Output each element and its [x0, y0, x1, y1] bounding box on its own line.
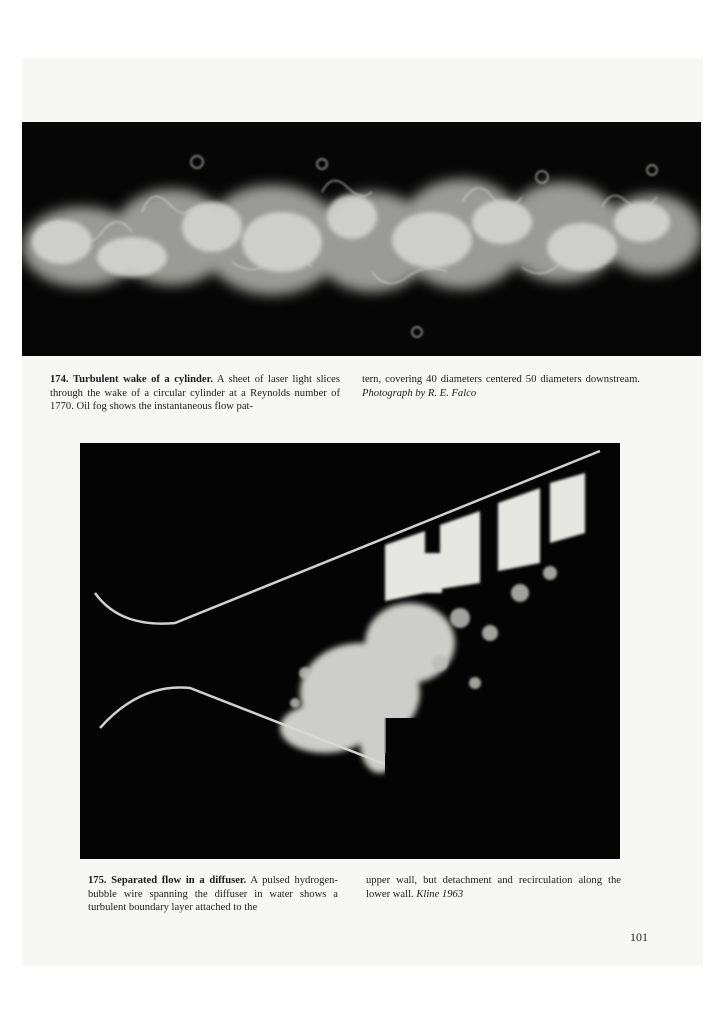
- diffuser-flow-photo: [80, 443, 620, 859]
- figure-175-caption-right: [366, 874, 621, 901]
- figure-175-credit: Kline 1963: [416, 888, 464, 900]
- turbulent-wake-photo: [22, 122, 701, 356]
- figure-175-caption-left: [88, 874, 338, 915]
- figure-175-number: 175.: [88, 875, 107, 886]
- figure-175-caption-text: A pulsed hydrogen-bubble wire spanning the diffuser in water shows a turbulent boundary layer attached to the: [88, 875, 338, 914]
- figure-174-caption-right: [362, 373, 640, 400]
- figure-174-number: 174.: [50, 374, 69, 385]
- figure-174-title: Turbulent wake of a cylinder.: [73, 374, 213, 385]
- figure-174-caption-continued: tern, covering 40 diameters centered 50 diameters downstream.: [362, 374, 640, 385]
- figure-174-caption-text: A sheet of laser light slices through the wake of a circular cylinder at a Reynolds number of 1770. Oil fog shows the instantaneous flow pat-: [50, 374, 340, 413]
- figure-175-caption-continued: upper wall, but detachment and recirculation along the lower wall.: [366, 875, 621, 900]
- figure-174-caption-left: [50, 373, 340, 414]
- turbulent-wake-image: [22, 122, 701, 356]
- page-number: 101: [630, 930, 648, 944]
- figure-174-credit: Photograph by R. E. Falco: [362, 387, 477, 399]
- diffuser-flow-image: [80, 443, 620, 859]
- figure-175-title: Separated flow in a diffuser.: [111, 875, 247, 886]
